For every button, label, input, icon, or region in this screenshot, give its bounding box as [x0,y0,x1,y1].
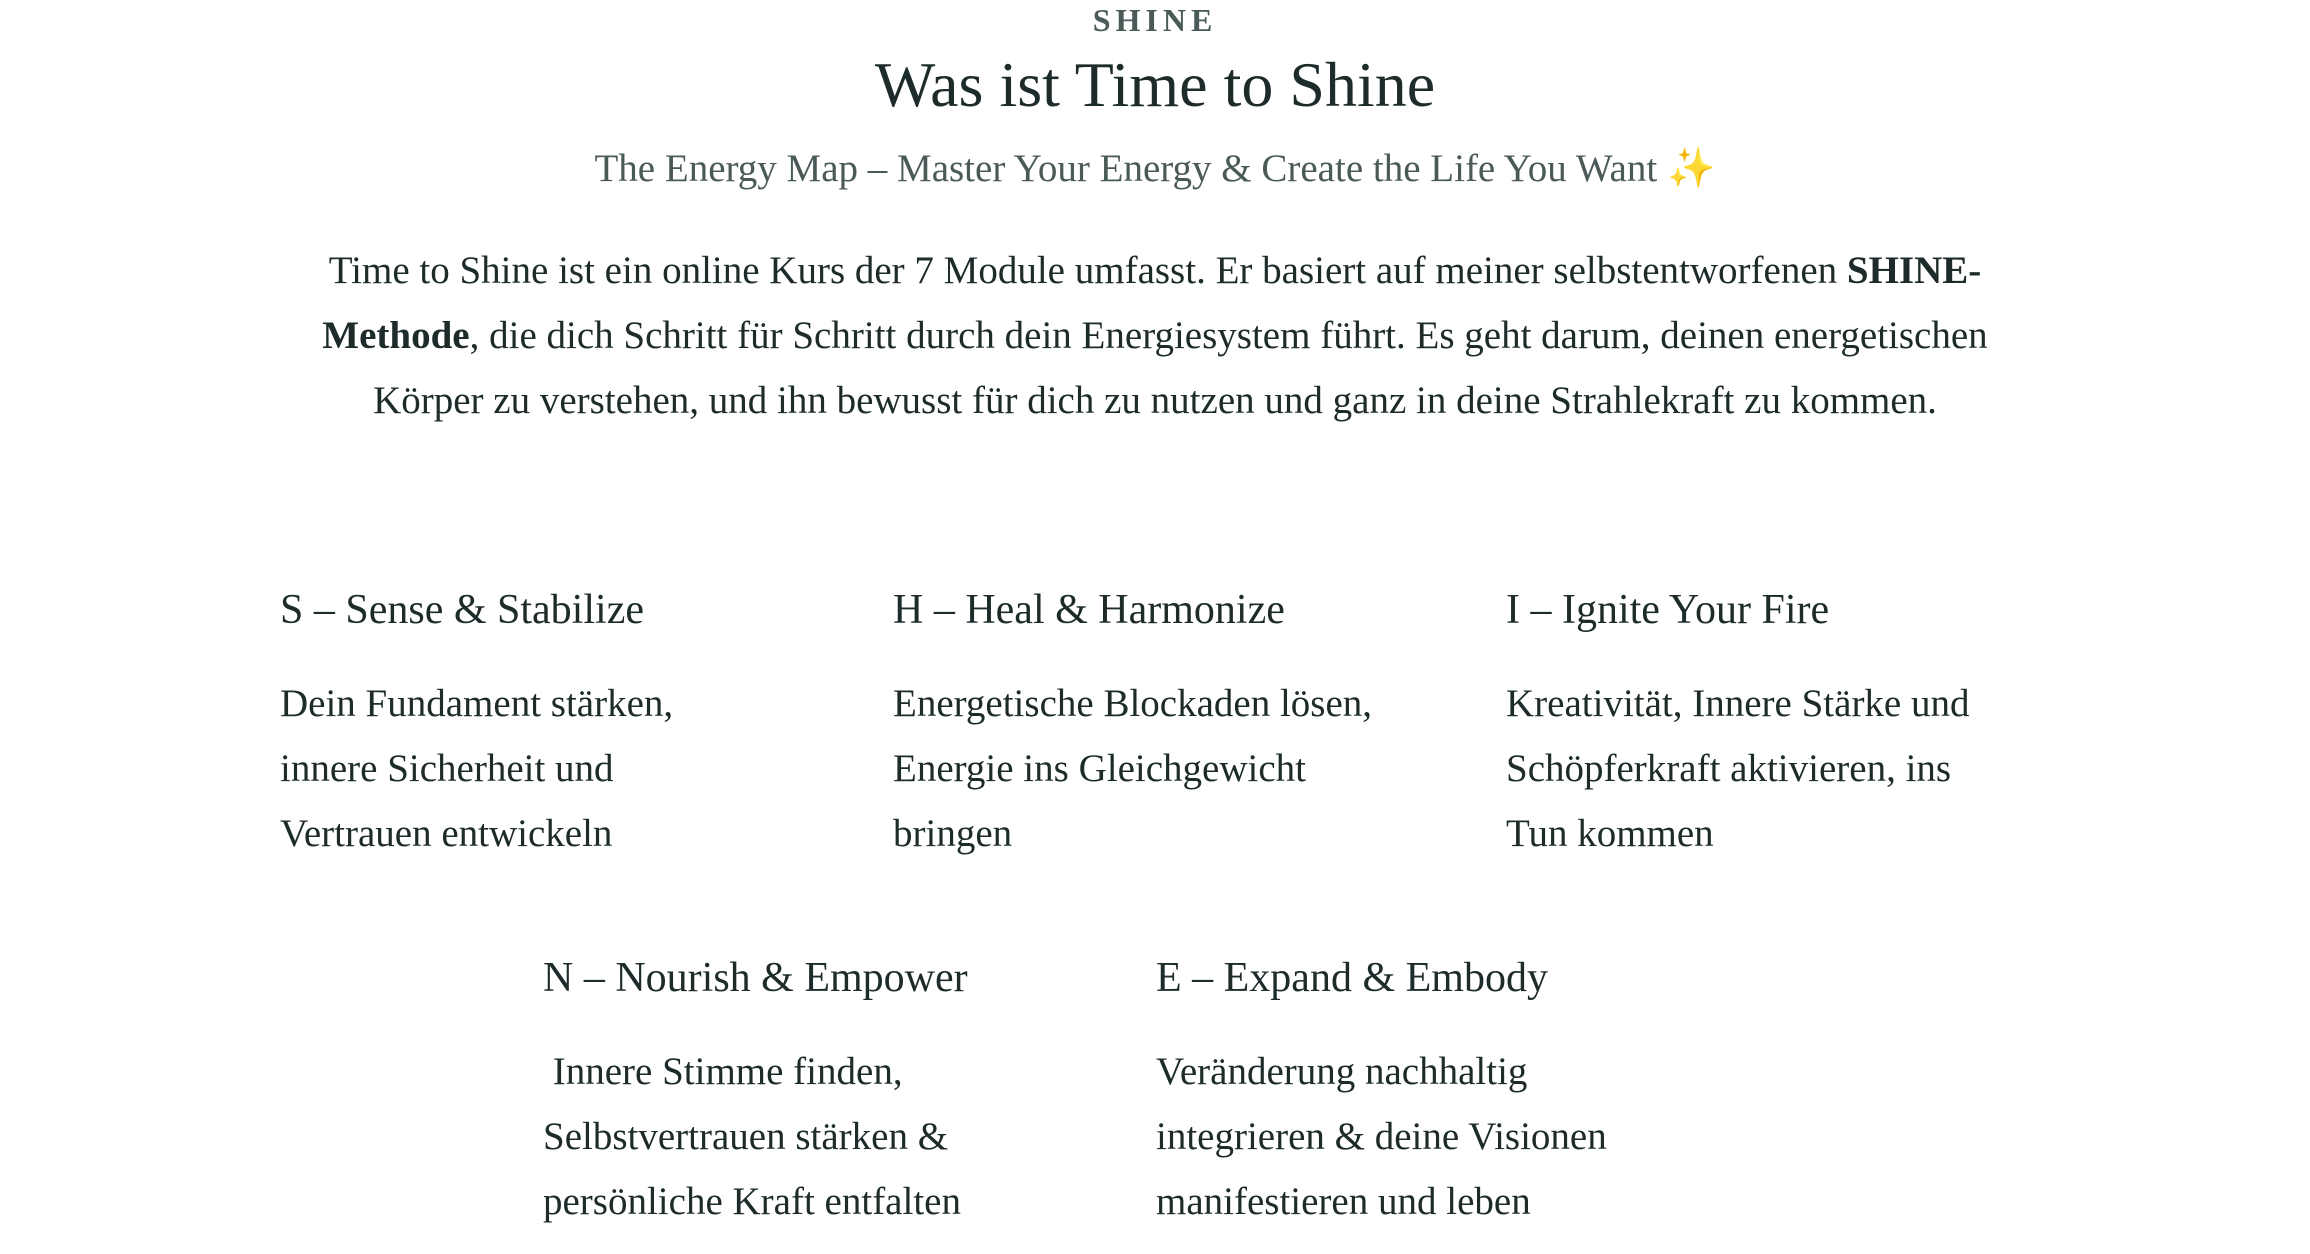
line: Veränderung nachhaltig [1156,1050,1528,1093]
sparkles-icon: ✨ [1666,147,1716,190]
line: Schöpferkraft aktivieren, ins [1506,747,1952,790]
intro-text-2: , die dich Schritt für Schritt durch dein Energiesystem führt. Es geht darum, deinen energetischen Körper zu verstehen, und ihn bewusst für dich zu nutzen und ganz in deine Strahlekraft zu kommen. [373,314,1988,422]
line: Dein Fundament stärken, [280,682,674,725]
module-description [893,671,1453,866]
section-eyebrow: SHINE [1092,2,1218,38]
intro-bold-method: SHINE-Methode [322,249,1982,357]
page-title: Was ist Time to Shine [874,49,1436,120]
subtitle [0,145,2310,191]
line: Selbstvertrauen stärken & [543,1115,949,1158]
module-heading: H – Heal & Harmonize [893,587,1285,633]
line: manifestieren und leben [1156,1180,1531,1223]
module-heading: N – Nourish & Empower [543,955,968,1001]
module-h [893,585,1453,866]
module-e [1156,953,1716,1234]
line: Kreativität, Innere Stärke und [1506,682,1970,725]
line: bringen [893,812,1013,855]
line: Vertrauen entwickeln [280,812,613,855]
module-description [280,671,840,866]
module-heading: I – Ignite Your Fire [1506,587,1830,633]
module-heading: S – Sense & Stabilize [280,587,644,633]
line: integrieren & deine Visionen [1156,1115,1607,1158]
module-description [543,1039,1103,1234]
intro-paragraph [280,238,2030,433]
line: Energie ins Gleichgewicht [893,747,1306,790]
line: Innere Stimme finden, [543,1050,903,1093]
module-i [1506,585,2066,866]
module-heading: E – Expand & Embody [1156,955,1548,1001]
line: persönliche Kraft entfalten [543,1180,961,1223]
subtitle-text: The Energy Map – Master Your Energy & Create the Life You Want [594,147,1658,190]
line: innere Sicherheit und [280,747,614,790]
line: Energetische Blockaden lösen, [893,682,1373,725]
line: Tun kommen [1506,812,1714,855]
module-description [1506,671,2066,866]
module-s [280,585,840,866]
intro-text-1: Time to Shine ist ein online Kurs der 7 Module umfasst. Er basiert auf meiner selbstentworfenen [328,249,1847,292]
module-n [543,953,1103,1234]
module-description [1156,1039,1716,1234]
